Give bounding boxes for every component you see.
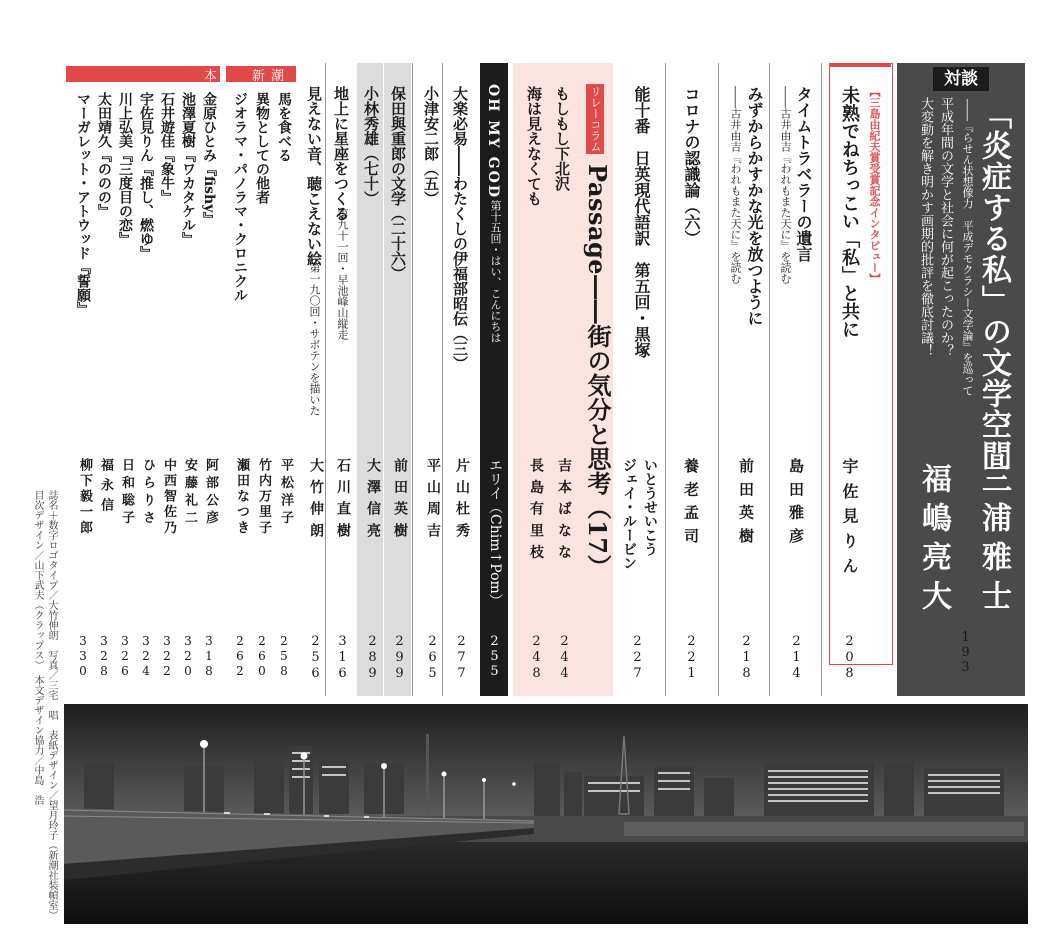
book-title: 川上弘美『三度目の恋』 bbox=[117, 92, 133, 246]
serial-page: 316 bbox=[335, 634, 350, 682]
serial-page: 221 bbox=[684, 634, 699, 682]
relay-sub-1: もしもし下北沢 bbox=[553, 86, 571, 191]
divider bbox=[718, 63, 719, 696]
divider bbox=[383, 63, 384, 696]
shincho-page: 262 bbox=[233, 634, 247, 679]
serial-title: 見えない音、聴こえない絵 bbox=[305, 86, 323, 266]
book-page: 322 bbox=[160, 634, 174, 679]
book-title: 金原ひとみ『fishy』 bbox=[201, 92, 217, 227]
book-title: 池澤夏樹『ワカタケル』 bbox=[180, 92, 196, 246]
feature-title: 「炎症する私」の文学空間 bbox=[976, 99, 1011, 471]
shincho-title: 異物としての他者 bbox=[254, 92, 270, 204]
serial-title: 保田與重郎の文学（二十六） bbox=[389, 86, 407, 281]
serial-title: 小林秀雄（七十） bbox=[362, 86, 380, 206]
ohmygod-title: OH MY GOD bbox=[485, 84, 501, 199]
serial-author: 前田英樹 bbox=[392, 458, 408, 545]
interview-title: 未熟でねちっこい「私」と共に bbox=[839, 86, 860, 338]
essay-title: みずからかすかな光を放つように bbox=[745, 86, 764, 326]
book-title: マーガレット・アトウッド『誓願』 bbox=[75, 92, 91, 316]
books-label: 本 bbox=[204, 69, 218, 84]
interview-kicker: 【三島由紀夫賞受賞記念インタビュー】 bbox=[868, 86, 881, 284]
interview-author: 宇佐見りん bbox=[840, 458, 859, 582]
divider bbox=[325, 63, 326, 696]
shincho-label: 新潮 bbox=[252, 69, 291, 84]
book-author: 柳下毅一郎 bbox=[77, 458, 92, 536]
credits-line-2: 目次デザイン／山下武夫（クラップス） 本文デザイン協力／中島 浩 bbox=[32, 490, 43, 805]
serial-title: 能十番 日英現代語訳 第五回・黒塚 bbox=[632, 86, 651, 358]
essay-subtitle: ――古井由吉『われもまた天に』を読む bbox=[779, 86, 792, 284]
serial-title: 小津安二郎（五） bbox=[422, 86, 440, 206]
credits-line-1: 誌名＋数字ロゴタイプ／大竹伸朗 写真／三宅 唱 表紙デザイン／望月玲子（新潮社装幀室） bbox=[46, 490, 57, 920]
serial-subtitle: 第一九〇回・サボテンを描いた bbox=[308, 262, 321, 416]
feature-badge: 対談 bbox=[933, 67, 989, 91]
serial-author: 平山周吉 bbox=[425, 458, 441, 545]
cover-photo bbox=[64, 704, 1028, 924]
interview-bar bbox=[829, 63, 891, 67]
serial-title: 大楽必易――わたくしの伊福部昭伝（三） bbox=[451, 86, 469, 371]
serial-title: コロナの認識論（六） bbox=[682, 86, 701, 246]
serial-author: 片山杜秀 bbox=[454, 458, 470, 545]
relay-kicker: リレーコラム bbox=[586, 84, 604, 154]
relay-sub-2: 海は見えなくても bbox=[525, 86, 543, 206]
book-author: 中西智佐乃 bbox=[161, 458, 176, 536]
shincho-title: 馬を食べる bbox=[276, 92, 292, 162]
shincho-author: 瀬田なつき bbox=[234, 458, 249, 536]
essay-subtitle: ――古井由吉『われもまた天に』を読む bbox=[729, 86, 742, 284]
relay-title: Passage――街の気分と思考（17） bbox=[583, 164, 612, 579]
feature-author-2: 福嶋亮大 bbox=[916, 463, 951, 619]
book-author: 阿部公彦 bbox=[203, 458, 218, 529]
serial-page: 256 bbox=[308, 634, 323, 682]
divider bbox=[665, 63, 666, 696]
serial-title: 地上に星座をつくる bbox=[332, 86, 350, 221]
book-page: 328 bbox=[97, 634, 111, 679]
divider bbox=[412, 63, 413, 696]
ohmygod-author: エリイ（Chim↑Pom） bbox=[487, 458, 503, 608]
serial-page: 289 bbox=[365, 634, 380, 682]
feature-lead-1: 平成年間の文学と社会に何が起こったのか？ bbox=[938, 97, 953, 357]
serial-author: 養老孟司 bbox=[682, 458, 700, 551]
essay-page: 214 bbox=[789, 634, 804, 682]
book-author: 安藤礼二 bbox=[182, 458, 197, 529]
book-page: 330 bbox=[76, 634, 90, 679]
shincho-page: 260 bbox=[255, 634, 269, 679]
shincho-author: 平松洋子 bbox=[278, 458, 293, 529]
feature-page: 193 bbox=[958, 630, 973, 675]
shincho-author: 竹内万里子 bbox=[256, 458, 271, 536]
book-page: 324 bbox=[139, 634, 153, 679]
ohmygod-subtitle: 第十五回・はい、こんにちは bbox=[489, 200, 502, 343]
divider bbox=[821, 63, 822, 696]
divider bbox=[769, 63, 770, 696]
feature-subtitle: ――『らせん状想像力 平成デモクラシー文学論』を巡って bbox=[961, 99, 974, 396]
serial-author-2: ジェイ・ルービン bbox=[621, 458, 637, 570]
feature-lead-2: 大変動を解き明かす画期的批評を徹底討議！ bbox=[918, 97, 933, 357]
divider bbox=[442, 63, 443, 696]
book-page: 320 bbox=[181, 634, 195, 679]
relay-page-2: 248 bbox=[529, 634, 544, 682]
serial-author: 大澤信亮 bbox=[365, 458, 381, 545]
book-author: 日和聡子 bbox=[119, 458, 134, 529]
essay-author: 島田雅彦 bbox=[787, 458, 805, 551]
book-title: 宇佐見りん『推し、燃ゆ』 bbox=[138, 92, 154, 260]
books-header bbox=[66, 66, 220, 82]
interview-page: 208 bbox=[842, 634, 857, 682]
serial-subtitle: 第九十一回・早池峰山縦走 bbox=[336, 208, 349, 340]
serial-author: 大竹伸朗 bbox=[308, 458, 324, 545]
essay-author: 前田英樹 bbox=[737, 458, 755, 551]
relay-author-1: 吉本ばなな bbox=[556, 458, 572, 567]
shincho-page: 258 bbox=[277, 634, 291, 679]
serial-author: 石川直樹 bbox=[335, 458, 351, 545]
essay-page: 218 bbox=[739, 634, 754, 682]
book-title: 太田靖久『ののの』 bbox=[96, 92, 112, 218]
serial-page: 277 bbox=[454, 634, 469, 682]
serial-page: 227 bbox=[630, 634, 645, 682]
relay-author-2: 長島有里枝 bbox=[528, 458, 544, 567]
book-author: ひらりさ bbox=[140, 458, 155, 529]
book-title: 石井遊佳『象牛』 bbox=[159, 92, 175, 204]
essay-title: タイムトラベラーの遺言 bbox=[794, 86, 813, 262]
serial-page: 265 bbox=[425, 634, 440, 682]
ohmygod-page: 255 bbox=[487, 634, 502, 679]
feature-author-1: 三浦雅士 bbox=[976, 463, 1011, 619]
serial-author-1: いとうせいこう bbox=[642, 458, 658, 556]
book-page: 318 bbox=[202, 634, 216, 679]
book-page: 326 bbox=[118, 634, 132, 679]
shincho-title: ジオラマ・パノラマ・クロニクル bbox=[232, 92, 248, 302]
serial-page: 299 bbox=[392, 634, 407, 682]
feature-panel bbox=[897, 63, 1025, 696]
relay-page-1: 244 bbox=[557, 634, 572, 682]
book-author: 福永信 bbox=[98, 458, 113, 519]
